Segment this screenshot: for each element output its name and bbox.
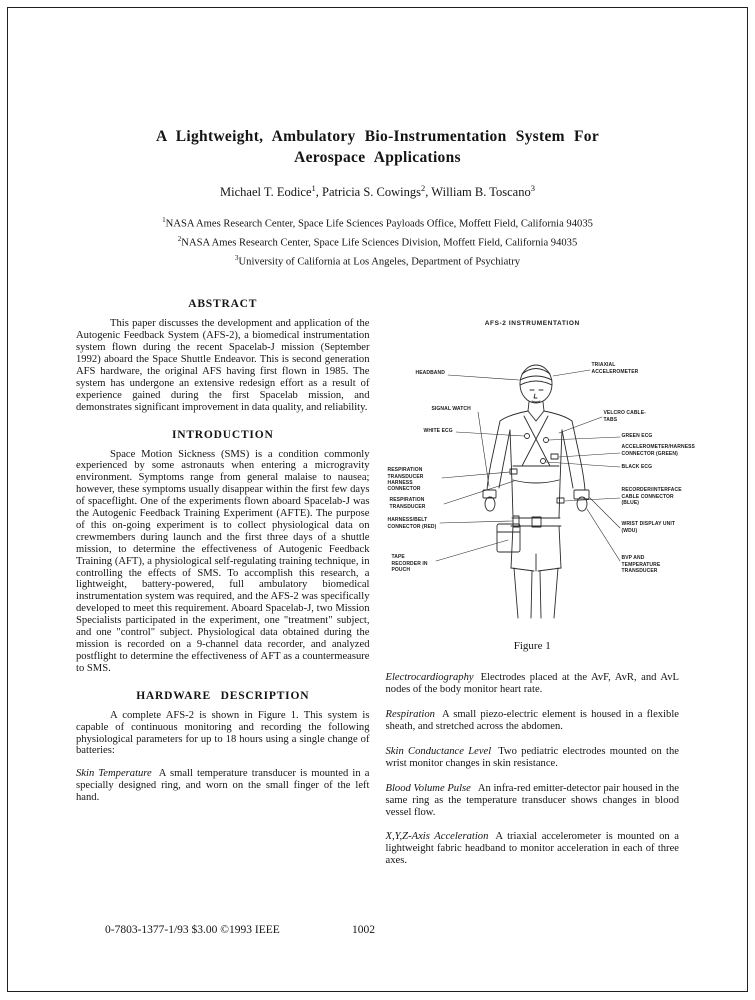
affiliation-text: NASA Ames Research Center, Space Life Sciences Division, Moffett Field, California 94035 bbox=[181, 237, 578, 249]
term-body: Electrodes placed at the AvF, AvR, and AvL nodes of the body monitor heart rate. bbox=[385, 672, 679, 696]
figure-label-bvp-and-temperature-transducer: BVP AND TEMPERATURE TRANSDUCER bbox=[621, 555, 661, 574]
term-label: Blood Volume Pulse bbox=[385, 782, 471, 794]
respiration-paragraph bbox=[386, 709, 680, 733]
affiliation bbox=[0, 251, 755, 270]
skin-temperature-paragraph bbox=[76, 768, 370, 804]
page-number: 1002 bbox=[352, 924, 375, 936]
figure-label-recorder-interface-cable-connector: RECORDER/INTERFACE CABLE CONNECTOR (BLUE) bbox=[621, 487, 682, 506]
figure-label-wrist-display-unit: WRIST DISPLAY UNIT (WDU) bbox=[621, 521, 675, 534]
skin-conductance-paragraph bbox=[386, 746, 680, 770]
parameter-descriptions bbox=[386, 672, 680, 867]
title-line-1: A Lightweight, Ambulatory Bio-Instrumentation System For bbox=[155, 128, 600, 145]
figure-label-tape-recorder-in-pouch: TAPE RECORDER IN POUCH bbox=[391, 554, 428, 573]
two-column-body bbox=[0, 294, 755, 880]
blood-volume-pulse-paragraph bbox=[386, 783, 680, 819]
electrocardiography-paragraph bbox=[386, 672, 680, 696]
figure-label-harness-belt-connector: HARNESS/BELT CONNECTOR (RED) bbox=[387, 517, 437, 530]
affiliation-sup: 1 bbox=[162, 216, 166, 225]
introduction-paragraph: Space Motion Sickness (SMS) is a condition commonly experienced by some astronauts when entering a microgravity environment. Symptoms range from general malaise to nausea; however, these symptoms usually disappear within the first few days of spaceflight. One of the experiments flown aboard Spacelab-J was the Autogenic Feedback Training Experiment (AFTE). The purpose of this on-going experiment is to collect physiological data on crewmembers during launch and the first three days of a shuttle mission, to determine the effectiveness of Autogenic Feedback Training (AFT), a physiological self-regulating training technique, in controlling the effects of SMS. To accomplish this research, a lightweight, battery-powered, full ambulatory biomedical instrumentation system was required, and the AFS-2 was specifically developed to meet this requirement. Aboard Spacelab-J, two Mission Specialists participated in the experiment, one "treatment" subject, and one "control" subject. Physiological data obtained during the mission is recorded on a 9-channel data recorder, and analyzed postflight to determine the effectiveness of AFT as a countermeasure to SMS. bbox=[76, 448, 370, 674]
term-body: A triaxial accelerometer is mounted on a lightweight fabric headband to monitor acceleration in each of three axes. bbox=[385, 831, 679, 867]
title-line-2: Aerospace Applications bbox=[294, 149, 461, 166]
figure-label-velcro-cable-tabs: VELCRO CABLE-TABS bbox=[603, 410, 646, 423]
author: Michael T. Eodice bbox=[220, 185, 312, 200]
term-body: A small piezo-electric element is housed in a flexible sheath, and stretched across the abdomen. bbox=[385, 709, 679, 732]
term-label: Skin Temperature bbox=[76, 768, 152, 780]
author-sep: , bbox=[425, 185, 432, 200]
author-sup: 2 bbox=[421, 183, 426, 193]
figure-diagram-title: AFS-2 INSTRUMENTATION bbox=[484, 320, 580, 328]
term-label: Skin Conductance Level bbox=[385, 745, 492, 757]
author: William B. Toscano bbox=[431, 185, 531, 200]
paper-title bbox=[0, 126, 755, 168]
term-label: Respiration bbox=[385, 709, 435, 721]
figure-caption: Figure 1 bbox=[513, 640, 551, 653]
figure-label-triaxial-accelerometer: TRIAXIAL ACCELEROMETER bbox=[591, 362, 639, 375]
figure-label-black-ecg: BLACK ECG bbox=[621, 464, 653, 471]
affiliation-text: University of California at Los Angeles, Department of Psychiatry bbox=[238, 256, 521, 268]
figure-label-respiration-transducer: RESPIRATION TRANSDUCER bbox=[389, 497, 426, 510]
paper-header bbox=[0, 0, 755, 270]
author: Patricia S. Cowings bbox=[322, 185, 422, 200]
affiliations bbox=[0, 213, 755, 270]
term-label: X,Y,Z-Axis Acceleration bbox=[385, 831, 489, 843]
figure-label-headband: HEADBAND bbox=[415, 370, 445, 377]
figure-label-signal-watch: SIGNAL WATCH bbox=[431, 406, 471, 413]
abstract-heading: ABSTRACT bbox=[188, 298, 258, 311]
affiliation-sup: 3 bbox=[234, 254, 239, 263]
hardware-heading: HARDWARE DESCRIPTION bbox=[136, 689, 310, 702]
term-body: Two pediatric electrodes mounted on the wrist monitor changes in skin resistance. bbox=[385, 745, 679, 769]
term-body: A small temperature transducer is mounted in a specially designed ring, and worn on the small finger of the left hand. bbox=[76, 768, 370, 804]
right-column bbox=[385, 294, 695, 880]
introduction-heading: INTRODUCTION bbox=[171, 428, 274, 441]
abstract-paragraph: This paper discusses the development and application of the Autogenic Feedback System (AFS-2), a biomedical instrumentation system flown during the recent Spacelab-J mission (September 1992) aboard the Space Shuttle Endeavor. This is second generation AFS hardware, the original AFS having first flown in 1985. The system has undergone an extensive redesign effort as a result of experience gained during the first Spacelab mission, and demonstrates significant improvement in data quality, and reliability. bbox=[76, 318, 370, 413]
authors-line bbox=[0, 183, 755, 200]
figure-label-accelerometer-harness-connector: ACCELEROMETER/HARNESS CONNECTOR (GREEN) bbox=[621, 444, 695, 457]
figure-label-green-ecg: GREEN ECG bbox=[621, 433, 653, 440]
term-label: Electrocardiography bbox=[385, 672, 474, 684]
figure-diagram bbox=[386, 318, 695, 628]
acceleration-paragraph bbox=[386, 831, 680, 867]
author-sup: 1 bbox=[311, 183, 316, 193]
author-sup: 3 bbox=[530, 183, 535, 193]
affiliation bbox=[0, 232, 755, 251]
figure-1 bbox=[386, 318, 695, 653]
hardware-paragraph: A complete AFS-2 is shown in Figure 1. This system is capable of continuous monitoring and recording the following physiological parameters for up to 18 hours using a single change of batteries: bbox=[76, 709, 370, 757]
affiliation bbox=[0, 213, 755, 232]
affiliation-text: NASA Ames Research Center, Space Life Sciences Payloads Office, Moffett Field, California 94035 bbox=[165, 218, 593, 230]
figure-label-respiration-transducer-harness-connector: RESPIRATION TRANSDUCER HARNESS CONNECTOR bbox=[387, 467, 424, 492]
term-body: An infra-red emitter-detector pair housed in the same ring as the temperature transducer shows changes in blood vessel flow. bbox=[385, 782, 679, 818]
author-sep: , bbox=[315, 185, 323, 200]
left-column bbox=[76, 294, 370, 880]
affiliation-sup: 2 bbox=[177, 235, 182, 244]
copyright-notice: 0-7803-1377-1/93 $3.00 ©1993 IEEE bbox=[105, 924, 280, 936]
figure-label-white-ecg: WHITE ECG bbox=[423, 428, 453, 435]
